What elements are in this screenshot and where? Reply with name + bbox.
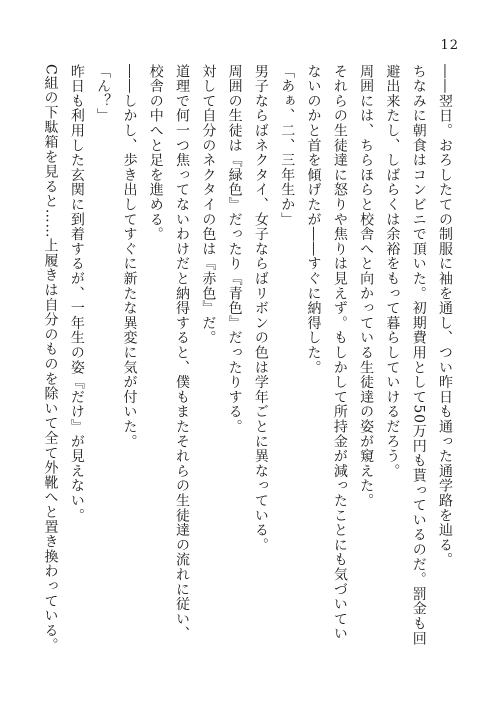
- text-line: 男子ならばネクタイ、女子ならばリボンの色は学年ごとに異なっている。: [252, 64, 269, 553]
- text-line: 避出来たし、しばらくは余裕をもって暮らしていけるだろう。: [384, 64, 401, 479]
- text-line: 校舎の中へと足を進める。: [147, 64, 164, 242]
- text-line: それらの生徒達に怒りや焦りは見えず。もしかして所持金が減ったことにも気づいてい: [331, 64, 348, 642]
- text-line: 「ん？」: [95, 64, 112, 124]
- text-line: 対して自分のネクタイの色は『赤色』だ。: [200, 64, 217, 346]
- text-line: 道理で何一つ焦ってないわけだと納得すると、僕もまたそれらの生徒達の流れに従い、: [174, 64, 191, 642]
- text-line: ――しかし、歩き出してすぐに新たな異変に気が付いた。: [121, 64, 138, 449]
- vertical-text-body: [32, 64, 458, 674]
- text-line: ちなみに朝食はコンビニで頂いた。初期費用として50万円も貰っているのだ。罰金も回: [410, 64, 427, 646]
- text-line: 「あぁ、二、三年生か」: [279, 64, 296, 227]
- text-line: ――翌日。おろしたての制服に袖を通し、つい昨日も通った通学路を辿る。: [437, 64, 453, 568]
- text-line: 周囲には、ちらほらと校舎へと向かっている生徒達の姿が窺えた。: [358, 64, 375, 508]
- text-line: 昨日も利用した玄関に到着するが、一年生の姿『だけ』が見えない。: [68, 64, 85, 523]
- text-line: 周囲の生徒は『緑色』だったり『青色』だったりする。: [226, 64, 243, 434]
- page-number: 12: [440, 38, 459, 53]
- text-line: C組の下駄箱を見ると……上履きは自分のものを除いて全て外靴へと置き換わっている。: [42, 64, 59, 653]
- text-line: ないのかと首を傾げたが――すぐに納得した。: [305, 64, 322, 375]
